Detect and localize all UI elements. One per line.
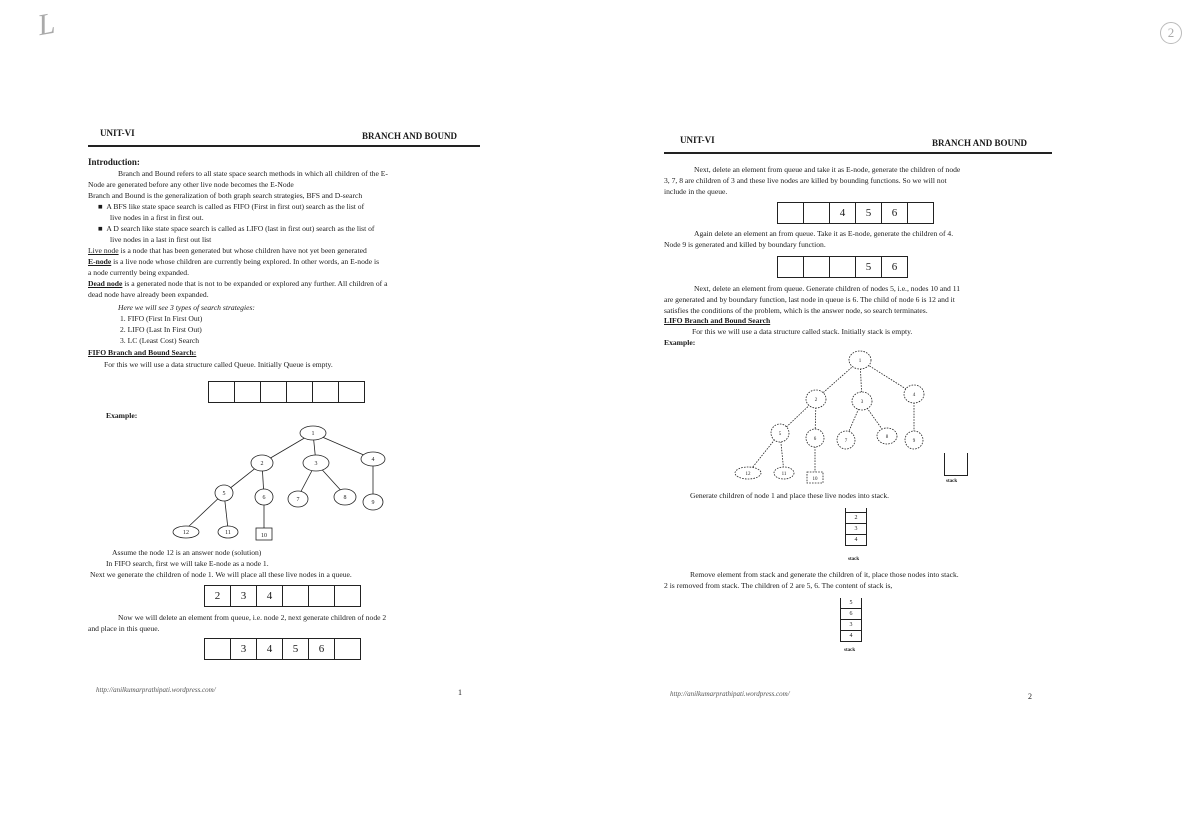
fifo-title: FIFO Branch and Bound Search:: [88, 348, 197, 357]
intro-line-6: A D search like state space search is called as LIFO (last in first out) search as the list of: [106, 224, 375, 233]
node-label: 12: [745, 472, 751, 477]
strategies-intro: Here we will see 3 types of search strategies:: [118, 303, 255, 312]
queue-cell: 6: [882, 203, 908, 223]
enode-term: E-node: [88, 257, 112, 266]
para1-line-1: Next, delete an element from queue and take it as E-node, generate the children of node: [694, 165, 961, 174]
stack-label: stack: [946, 479, 958, 484]
node-label: 11: [781, 472, 787, 477]
queue-cell: [261, 382, 287, 402]
header-topic: BRANCH AND BOUND: [362, 131, 458, 141]
queue-cell: [209, 382, 235, 402]
intro-line-1: Branch and Bound refers to all state space search methods in which all children of the E-: [118, 169, 388, 178]
node-label: 2: [260, 461, 264, 467]
remove-line-1: Remove element from stack and generate the children of it, place those nodes into stack.: [690, 570, 959, 579]
queue-cell: 4: [257, 586, 283, 606]
stack-label: stack: [844, 648, 856, 653]
queue-cell: [778, 203, 804, 223]
queue-cell: 6: [309, 639, 335, 659]
stack-after-node-2: [840, 598, 862, 642]
node-label: 8: [343, 495, 347, 501]
lifo-line: For this we will use a data structure called stack. Initially stack is empty.: [692, 327, 913, 336]
queue-cell: 4: [257, 639, 283, 659]
footer-url: http://anilkumarprathipati.wordpress.com/: [96, 686, 216, 694]
node-label: 9: [371, 500, 375, 506]
enode-definition: [88, 257, 379, 267]
queue-cell: 5: [856, 257, 882, 277]
node-label: 1: [858, 359, 862, 364]
node-label: 12: [183, 530, 189, 536]
circled-digit: 2: [1167, 25, 1175, 40]
margin-scribble: L: [35, 6, 58, 43]
page-number: 2: [1028, 692, 1032, 701]
stack-cell: 4: [854, 537, 858, 543]
node-label: 6: [262, 495, 266, 501]
intro-bullet-1: ■ A BFS like state space search is called as FIFO (First in first out) search as the list of: [98, 202, 365, 211]
para3-line-1: Next, delete an element from queue. Generate children of nodes 5, i.e., nodes 10 and 11: [694, 284, 961, 293]
node-label: 8: [885, 435, 889, 440]
header-unit: UNIT-VI: [680, 135, 715, 145]
queue-cell: [778, 257, 804, 277]
node-label: 11: [225, 530, 231, 536]
delete-line-1: Now we will delete an element from queue, i.e. node 2, next generate children of node 2: [118, 613, 387, 622]
node-label: 7: [844, 439, 848, 444]
node-label: 4: [371, 457, 375, 463]
fifo-first-line: In FIFO search, first we will take E-node as a node 1.: [106, 559, 269, 568]
queue-after-node-1: [204, 585, 361, 607]
example-label: Example:: [664, 338, 696, 347]
intro-bullet-2: ■ A D search like state space search is called as LIFO (last in first out) search as the list of: [98, 224, 375, 233]
example-label: Example:: [106, 411, 138, 420]
queue-cell: 5: [283, 639, 309, 659]
header-rule: [664, 152, 1052, 154]
queue-cell: 4: [830, 203, 856, 223]
right-page: [600, 0, 1200, 823]
generate-line: Next we generate the children of node 1. We will place all these live nodes in a queue.: [90, 570, 352, 579]
queue-after-node-2: [204, 638, 361, 660]
queue-cell: [335, 586, 360, 606]
header-topic: BRANCH AND BOUND: [932, 138, 1028, 148]
intro-title: Introduction:: [88, 157, 140, 167]
stack-cell: 2: [846, 513, 866, 524]
strategy-1: 1. FIFO (First In First Out): [120, 314, 203, 323]
queue-cell: [313, 382, 339, 402]
header-rule: [88, 145, 480, 147]
remove-line-2: 2 is removed from stack. The children of 2 are 5, 6. The content of stack is,: [664, 581, 893, 590]
fifo-tree-diagram: [170, 422, 410, 552]
node-label: 10: [261, 533, 267, 539]
queue-cell: 6: [891, 261, 898, 273]
node-label: 6: [813, 437, 817, 442]
stack-after-node-1: [845, 508, 867, 546]
queue-cell: [309, 586, 335, 606]
queue-after-node-4: [777, 256, 908, 278]
node-label: 4: [912, 393, 916, 398]
para2-line-2: Node 9 is generated and killed by boundary function.: [664, 240, 826, 249]
queue-cell: [283, 586, 309, 606]
page-number: 1: [458, 688, 462, 697]
queue-cell: [235, 382, 261, 402]
gen-children-line: Generate children of node 1 and place these live nodes into stack.: [690, 491, 890, 500]
node-label: 10: [812, 477, 818, 482]
queue-cell: [287, 382, 313, 402]
node-label: 7: [296, 497, 300, 503]
lifo-title: LIFO Branch and Bound Search: [664, 316, 771, 325]
queue-cell: [804, 203, 830, 223]
delete-line-2: and place in this queue.: [88, 624, 160, 633]
dead-node-def-2: dead node have already been expanded.: [88, 290, 209, 299]
intro-line-3: Branch and Bound is the generalization of both graph search strategies, BFS and D-search: [88, 191, 363, 200]
queue-cell: 2: [205, 586, 231, 606]
enode-def-2: a node currently being expanded.: [88, 268, 189, 277]
stack-empty: [944, 453, 968, 476]
node-label: 2: [814, 398, 818, 403]
live-node-def: is a node that has been generated but whose children have not yet been generated: [120, 246, 367, 255]
intro-line-4: A BFS like state space search is called as FIFO (First in first out) search as the list of: [106, 202, 365, 211]
lifo-tree-diagram: [730, 345, 980, 485]
queue-cell: [205, 639, 231, 659]
node-label: 5: [222, 491, 226, 497]
node-label: 3: [314, 461, 318, 467]
strategy-3: 3. LC (Least Cost) Search: [120, 336, 200, 345]
footer-url: http://anilkumarprathipati.wordpress.com/: [670, 690, 790, 698]
para2-line-1: Again delete an element an from queue. Take it as E-node, generate the children of 4.: [694, 229, 954, 238]
stack-cell: 3: [841, 620, 861, 631]
queue-empty: [208, 381, 365, 403]
dead-node-def: is a generated node that is not to be expanded or explored any further. All children of a: [124, 279, 388, 288]
node-label: 5: [778, 432, 782, 437]
live-node-definition: [88, 246, 367, 256]
stack-cell: 6: [841, 609, 861, 620]
node-label: 3: [860, 400, 864, 405]
queue-cell: [830, 257, 856, 277]
para1-line-2: 3, 7, 8 are children of 3 and these live nodes are killed by bounding functions. So we will not: [664, 176, 947, 185]
stack-cell: 4: [849, 633, 853, 639]
queue-cell: 3: [231, 586, 257, 606]
node-label: 9: [912, 439, 916, 444]
intro-line-2: Node are generated before any other live node becomes the E-Node: [88, 180, 294, 189]
dead-node-term: Dead node: [88, 279, 123, 288]
header-unit: UNIT-VI: [100, 128, 135, 138]
enode-def: is a live node whose children are currently being explored. In other words, an E-node is: [113, 257, 380, 266]
queue-cell: [804, 257, 830, 277]
para3-line-2: are generated and by boundary function, last node in queue is 6. The child of node 6 is 12 and it: [664, 295, 955, 304]
answer-line: Assume the node 12 is an answer node (solution): [112, 548, 262, 557]
para1-line-3: include in the queue.: [664, 187, 728, 196]
intro-line-7: live nodes in a last in first out list: [110, 235, 212, 244]
queue-cell: [335, 639, 360, 659]
stack-label: stack: [848, 557, 860, 562]
queue-cell: [339, 382, 364, 402]
dead-node-definition: [88, 279, 387, 289]
node-label: 1: [311, 431, 315, 437]
queue-cell: [908, 203, 933, 223]
queue-cell: 3: [231, 639, 257, 659]
para3-line-3: satisfies the conditions of the problem, which is the answer node, so search terminates.: [664, 306, 928, 315]
stack-cell: 5: [841, 598, 861, 609]
queue-cell: 5: [856, 203, 882, 223]
stack-cell: 3: [846, 524, 866, 535]
intro-line-5: live nodes in a first in first out.: [110, 213, 204, 222]
queue-after-node-3: [777, 202, 934, 224]
strategy-2: 2. LIFO (Last In First Out): [120, 325, 202, 334]
fifo-line: For this we will use a data structure called Queue. Initially Queue is empty.: [104, 360, 333, 369]
live-node-term: Live node: [88, 246, 119, 255]
